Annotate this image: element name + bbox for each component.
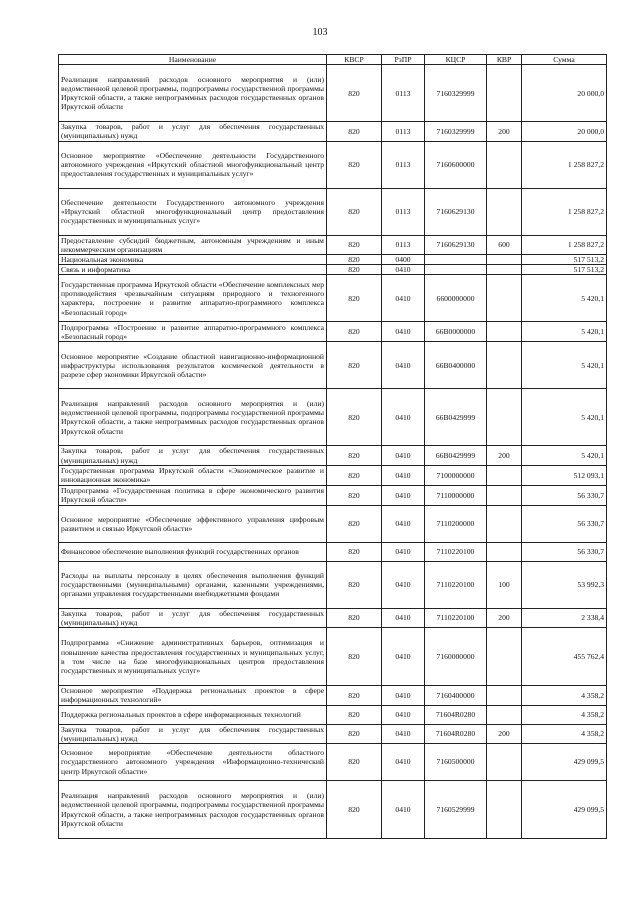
cell-kvr: 600 xyxy=(487,235,522,254)
cell-kcsr: 7110200000 xyxy=(425,505,487,542)
cell-sum: 5 420,1 xyxy=(522,275,607,322)
cell-kvr xyxy=(487,322,522,342)
cell-rzpr: 0410 xyxy=(382,561,425,608)
table-row xyxy=(59,505,607,542)
cell-rzpr: 0410 xyxy=(382,485,425,505)
cell-name: Закупка товаров, работ и услуг для обеспечения государственных (муниципальных) нужд xyxy=(59,724,327,743)
cell-sum: 20 000,0 xyxy=(522,65,607,122)
cell-kcsr: 7160629130 xyxy=(425,188,487,235)
cell-kcsr: 7160329999 xyxy=(425,65,487,122)
cell-kcsr: 6600000000 xyxy=(425,275,487,322)
cell-sum: 4 358,2 xyxy=(522,705,607,724)
cell-sum: 429 099,5 xyxy=(522,744,607,781)
cell-kvr: 200 xyxy=(487,122,522,141)
cell-name: Связь и информатика xyxy=(59,265,327,275)
cell-kvr: 100 xyxy=(487,561,522,608)
cell-kvsr: 820 xyxy=(327,686,382,705)
cell-kvsr: 820 xyxy=(327,275,382,322)
cell-kcsr: 7110220100 xyxy=(425,561,487,608)
cell-kvr xyxy=(487,389,522,446)
cell-sum: 56 330,7 xyxy=(522,505,607,542)
cell-kvr: 200 xyxy=(487,446,522,465)
table-row xyxy=(59,446,607,465)
cell-name: Финансовое обеспечение выполнения функций государственных органов xyxy=(59,542,327,561)
cell-kvsr: 820 xyxy=(327,628,382,686)
table-row xyxy=(59,608,607,627)
cell-rzpr: 0410 xyxy=(382,724,425,743)
cell-kcsr: 66В0429999 xyxy=(425,389,487,446)
cell-kvr: 200 xyxy=(487,608,522,627)
table-row xyxy=(59,686,607,705)
cell-name: Основное мероприятие «Обеспечение деятельности областного государственного автономного учреждения «Информационно-технический центр Иркутской области» xyxy=(59,744,327,781)
cell-sum: 517 513,2 xyxy=(522,265,607,275)
cell-kvr xyxy=(487,275,522,322)
cell-name: Закупка товаров, работ и услуг для обеспечения государственных (муниципальных) нужд xyxy=(59,122,327,141)
cell-sum: 2 338,4 xyxy=(522,608,607,627)
cell-kcsr: 7110000000 xyxy=(425,485,487,505)
cell-kvr xyxy=(487,465,522,485)
cell-name: Основное мероприятие «Обеспечение деятельности Государственного автономного учреждения «Иркутский областной многофункциональный центр предоставления государственных и муниципальных услуг» xyxy=(59,141,327,188)
cell-kcsr xyxy=(425,265,487,275)
cell-rzpr: 0400 xyxy=(382,255,425,265)
cell-sum: 53 992,3 xyxy=(522,561,607,608)
table-row xyxy=(59,389,607,446)
cell-rzpr: 0113 xyxy=(382,65,425,122)
cell-kvsr: 820 xyxy=(327,265,382,275)
table-row xyxy=(59,322,607,342)
table-row xyxy=(59,65,607,122)
cell-kcsr xyxy=(425,255,487,265)
table-row xyxy=(59,781,607,839)
page-number: 103 xyxy=(312,27,328,38)
cell-rzpr: 0410 xyxy=(382,275,425,322)
cell-name: Поддержка региональных проектов в сфере информационных технологий xyxy=(59,705,327,724)
cell-kcsr: 71604R0280 xyxy=(425,705,487,724)
table-row xyxy=(59,465,607,485)
cell-kvr xyxy=(487,255,522,265)
cell-rzpr: 0410 xyxy=(382,446,425,465)
cell-rzpr: 0410 xyxy=(382,705,425,724)
cell-rzpr: 0410 xyxy=(382,465,425,485)
cell-name: Государственная программа Иркутской области «Экономическое развитие и инновационная экономика» xyxy=(59,465,327,485)
cell-kcsr: 7110220100 xyxy=(425,608,487,627)
cell-name: Основное мероприятие «Создание областной навигационно-информационной инфраструктуры использования результатов космической деятельности в разрезе сфер экономики Иркутской области» xyxy=(59,342,327,389)
cell-kvr xyxy=(487,628,522,686)
cell-kvsr: 820 xyxy=(327,705,382,724)
cell-name: Закупка товаров, работ и услуг для обеспечения государственных (муниципальных) нужд xyxy=(59,446,327,465)
header-rzpr: РзПР xyxy=(382,55,425,65)
cell-sum: 1 258 827,2 xyxy=(522,188,607,235)
table-row xyxy=(59,141,607,188)
cell-kvr xyxy=(487,705,522,724)
table-row xyxy=(59,724,607,743)
cell-sum: 5 420,1 xyxy=(522,446,607,465)
cell-kvr xyxy=(487,744,522,781)
header-kvsr: КВСР xyxy=(327,55,382,65)
cell-sum: 20 000,0 xyxy=(522,122,607,141)
cell-kcsr: 66В0400000 xyxy=(425,342,487,389)
cell-kcsr: 66В0429999 xyxy=(425,446,487,465)
cell-sum: 4 358,2 xyxy=(522,686,607,705)
cell-name: Реализация направлений расходов основного мероприятия и (или) ведомственной целевой программы, подпрограммы государственной программы Иркутской области, а также непрограммных расходов государственных органов Иркутской области xyxy=(59,389,327,446)
cell-rzpr: 0410 xyxy=(382,628,425,686)
cell-kcsr: 7100000000 xyxy=(425,465,487,485)
cell-name: Расходы на выплаты персоналу в целях обеспечения выполнения функций государственными (муниципальными) органами, казенными учреждениями, органами управления государственными внебюджетными фондами xyxy=(59,561,327,608)
cell-kvsr: 820 xyxy=(327,188,382,235)
cell-sum: 1 258 827,2 xyxy=(522,235,607,254)
cell-name: Основное мероприятие «Поддержка региональных проектов в сфере информационных технологий» xyxy=(59,686,327,705)
cell-name: Реализация направлений расходов основного мероприятия и (или) ведомственной целевой программы, подпрограммы государственной программы Иркутской области, а также непрограммных расходов государственных органов Иркутской области xyxy=(59,65,327,122)
table-row xyxy=(59,561,607,608)
cell-kvsr: 820 xyxy=(327,141,382,188)
cell-kvr: 200 xyxy=(487,724,522,743)
cell-kvsr: 820 xyxy=(327,542,382,561)
cell-name: Предоставление субсидий бюджетным, автономным учреждениям и иным некоммерческим организациям xyxy=(59,235,327,254)
header-name: Наименование xyxy=(59,55,327,65)
cell-sum: 56 330,7 xyxy=(522,542,607,561)
cell-rzpr: 0410 xyxy=(382,542,425,561)
cell-rzpr: 0410 xyxy=(382,322,425,342)
table-row xyxy=(59,122,607,141)
header-kvr: КВР xyxy=(487,55,522,65)
cell-rzpr: 0410 xyxy=(382,686,425,705)
cell-rzpr: 0113 xyxy=(382,235,425,254)
cell-kvsr: 820 xyxy=(327,389,382,446)
cell-kcsr: 7160400000 xyxy=(425,686,487,705)
cell-name: Закупка товаров, работ и услуг для обеспечения государственных (муниципальных) нужд xyxy=(59,608,327,627)
cell-kvsr: 820 xyxy=(327,744,382,781)
cell-kcsr: 7160600000 xyxy=(425,141,487,188)
cell-kcsr: 7160500000 xyxy=(425,744,487,781)
cell-kvr xyxy=(487,781,522,839)
cell-name: Основное мероприятие «Обеспечение эффективного управления цифровым развитием и связью Иркутской области» xyxy=(59,505,327,542)
cell-kcsr: 7110220100 xyxy=(425,542,487,561)
header-kcsr: КЦСР xyxy=(425,55,487,65)
table-row xyxy=(59,188,607,235)
cell-sum: 5 420,1 xyxy=(522,322,607,342)
cell-kvsr: 820 xyxy=(327,255,382,265)
cell-kvr xyxy=(487,65,522,122)
cell-kvsr: 820 xyxy=(327,342,382,389)
cell-kvsr: 820 xyxy=(327,122,382,141)
cell-kcsr: 71604R0280 xyxy=(425,724,487,743)
cell-kvr xyxy=(487,485,522,505)
cell-kvr xyxy=(487,342,522,389)
cell-name: Подпрограмма «Снижение административных барьеров, оптимизация и повышение качества предоставления государственных и муниципальных услуг, в том числе на базе многофункциональных центров предоставления государственных и муниципальных услуг» xyxy=(59,628,327,686)
table-row xyxy=(59,265,607,275)
cell-sum: 1 258 827,2 xyxy=(522,141,607,188)
cell-kcsr: 66В0000000 xyxy=(425,322,487,342)
cell-kvr xyxy=(487,505,522,542)
cell-kcsr: 7160329999 xyxy=(425,122,487,141)
cell-kvsr: 820 xyxy=(327,322,382,342)
cell-sum: 429 099,5 xyxy=(522,781,607,839)
cell-kvsr: 820 xyxy=(327,561,382,608)
cell-kvsr: 820 xyxy=(327,724,382,743)
cell-sum: 517 513,2 xyxy=(522,255,607,265)
cell-kvsr: 820 xyxy=(327,505,382,542)
cell-rzpr: 0410 xyxy=(382,608,425,627)
cell-rzpr: 0410 xyxy=(382,505,425,542)
cell-rzpr: 0410 xyxy=(382,781,425,839)
cell-kvr xyxy=(487,542,522,561)
table-row xyxy=(59,628,607,686)
cell-name: Подпрограмма «Государственная политика в сфере экономического развития Иркутской области» xyxy=(59,485,327,505)
cell-kcsr: 7160000000 xyxy=(425,628,487,686)
table-row xyxy=(59,542,607,561)
cell-name: Реализация направлений расходов основного мероприятия и (или) ведомственной целевой программы, подпрограммы государственной программы Иркутской области, а также непрограммных расходов государственных органов Иркутской области xyxy=(59,781,327,839)
table-header-row xyxy=(59,55,607,65)
table-row xyxy=(59,342,607,389)
cell-kvsr: 820 xyxy=(327,446,382,465)
cell-sum: 5 420,1 xyxy=(522,342,607,389)
cell-name: Национальная экономика xyxy=(59,255,327,265)
cell-sum: 455 762,4 xyxy=(522,628,607,686)
cell-sum: 4 358,2 xyxy=(522,724,607,743)
table-row xyxy=(59,275,607,322)
cell-name: Государственная программа Иркутской области «Обеспечение комплексных мер противодействия чрезвычайным ситуациям природного и техногенного характера, построение и развитие аппаратно-программного комплекса «Безопасный город» xyxy=(59,275,327,322)
cell-kvsr: 820 xyxy=(327,781,382,839)
cell-kvsr: 820 xyxy=(327,608,382,627)
table-row xyxy=(59,705,607,724)
cell-name: Обеспечение деятельности Государственного автономного учреждения «Иркутский областной многофункциональный центр предоставления государственных и муниципальных услуг» xyxy=(59,188,327,235)
cell-sum: 512 093,1 xyxy=(522,465,607,485)
cell-kvr xyxy=(487,686,522,705)
cell-kvr xyxy=(487,188,522,235)
table-row xyxy=(59,255,607,265)
cell-kcsr: 7160529999 xyxy=(425,781,487,839)
cell-kvsr: 820 xyxy=(327,235,382,254)
cell-rzpr: 0113 xyxy=(382,188,425,235)
cell-kvr xyxy=(487,265,522,275)
cell-name: Подпрограмма «Построение и развитие аппаратно-программного комплекса «Безопасный город» xyxy=(59,322,327,342)
cell-kcsr: 7160629130 xyxy=(425,235,487,254)
cell-rzpr: 0113 xyxy=(382,122,425,141)
cell-kvsr: 820 xyxy=(327,65,382,122)
cell-sum: 5 420,1 xyxy=(522,389,607,446)
table-row xyxy=(59,744,607,781)
cell-kvsr: 820 xyxy=(327,485,382,505)
budget-table xyxy=(58,54,607,839)
cell-kvr xyxy=(487,141,522,188)
table-row xyxy=(59,235,607,254)
cell-rzpr: 0410 xyxy=(382,389,425,446)
cell-kvsr: 820 xyxy=(327,465,382,485)
table-row xyxy=(59,485,607,505)
cell-rzpr: 0113 xyxy=(382,141,425,188)
cell-sum: 56 330,7 xyxy=(522,485,607,505)
cell-rzpr: 0410 xyxy=(382,342,425,389)
header-sum: Сумма xyxy=(522,55,607,65)
cell-rzpr: 0410 xyxy=(382,265,425,275)
cell-rzpr: 0410 xyxy=(382,744,425,781)
